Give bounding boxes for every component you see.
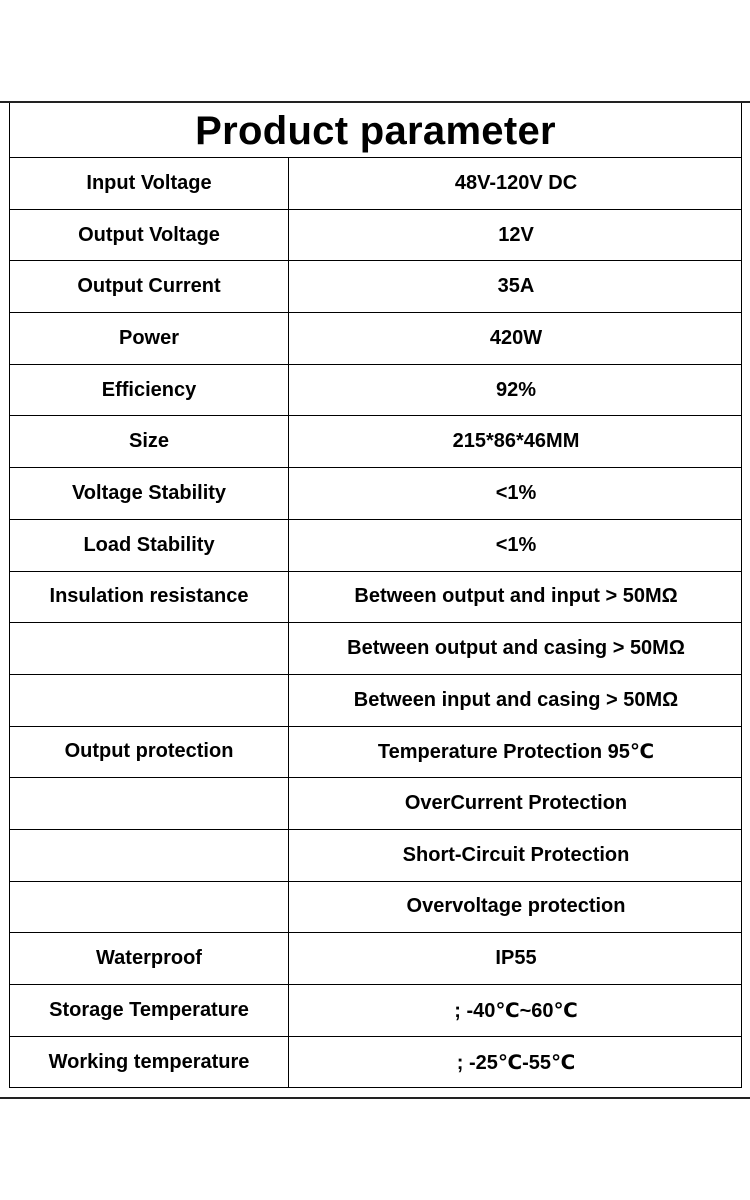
parameter-value-cell: 215*86*46MM [289,416,742,468]
table-row [10,778,742,830]
parameter-value-cell: Between output and casing > 50MΩ [289,623,742,675]
parameter-name-cell [10,674,289,726]
table-row [10,158,742,210]
table-row [10,829,742,881]
parameter-name-cell [10,623,289,675]
table-row [10,933,742,985]
table-row [10,881,742,933]
table-row [10,313,742,365]
parameter-value-cell: Between input and casing > 50MΩ [289,674,742,726]
parameter-value-cell: 48V-120V DC [289,158,742,210]
table-row [10,1036,742,1088]
table-row [10,571,742,623]
parameter-value-cell: 35A [289,261,742,313]
table-row [10,726,742,778]
table-row [10,416,742,468]
parameter-name-cell: Output Current [10,261,289,313]
parameter-value-cell: ; -25℃-55℃ [289,1036,742,1088]
parameter-name-cell: Voltage Stability [10,468,289,520]
parameter-name-cell: Insulation resistance [10,571,289,623]
parameter-name-cell: Load Stability [10,519,289,571]
title-row [10,103,742,158]
parameter-name-cell: Output protection [10,726,289,778]
table-row [10,623,742,675]
parameter-value-cell: <1% [289,468,742,520]
parameter-value-cell: ; -40℃~60℃ [289,985,742,1037]
table-title: Product parameter [10,103,742,158]
parameter-name-cell: Power [10,313,289,365]
parameter-name-cell: Waterproof [10,933,289,985]
parameter-value-cell: OverCurrent Protection [289,778,742,830]
parameter-sheet [0,101,750,1099]
table-row [10,468,742,520]
parameter-name-cell: Storage Temperature [10,985,289,1037]
parameter-name-cell: Size [10,416,289,468]
parameter-value-cell: IP55 [289,933,742,985]
table-row [10,364,742,416]
parameter-name-cell: Output Voltage [10,209,289,261]
parameter-name-cell [10,881,289,933]
parameter-value-cell: Overvoltage protection [289,881,742,933]
table-row [10,209,742,261]
parameter-value-cell: 420W [289,313,742,365]
parameter-table [9,103,742,1088]
parameter-value-cell: <1% [289,519,742,571]
parameter-value-cell: 92% [289,364,742,416]
parameter-value-cell: Between output and input > 50MΩ [289,571,742,623]
parameter-value-cell: 12V [289,209,742,261]
parameter-name-cell: Efficiency [10,364,289,416]
parameter-name-cell [10,778,289,830]
parameter-name-cell: Working temperature [10,1036,289,1088]
parameter-name-cell [10,829,289,881]
parameter-value-cell: Short-Circuit Protection [289,829,742,881]
table-row [10,519,742,571]
table-row [10,261,742,313]
table-row [10,985,742,1037]
parameter-name-cell: Input Voltage [10,158,289,210]
parameter-value-cell: Temperature Protection 95℃ [289,726,742,778]
table-row [10,674,742,726]
